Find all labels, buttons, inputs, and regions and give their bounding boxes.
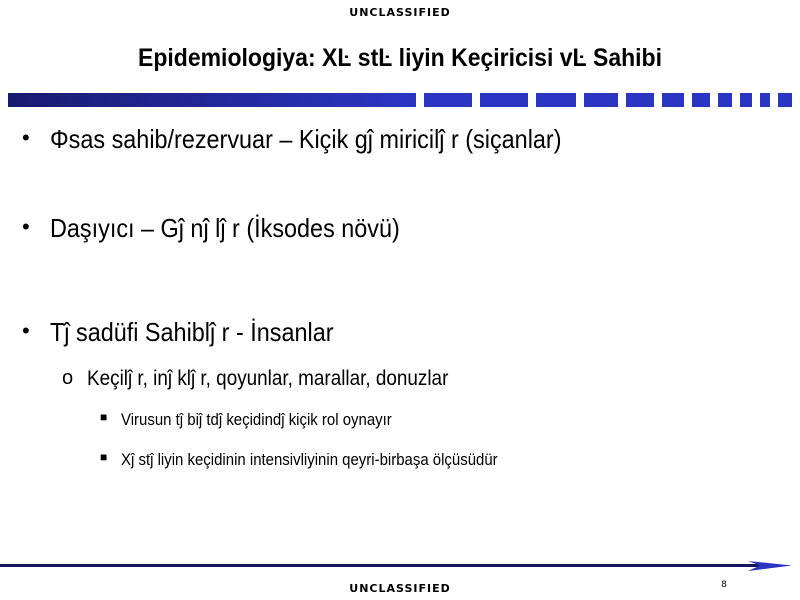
title-bar-block — [424, 93, 472, 107]
title-bar-block — [662, 93, 684, 107]
bullet-text: Daşıyıcı – Gĵ nĵ lĵ r (İksodes növü) — [50, 213, 400, 243]
title-bar-block — [778, 93, 792, 107]
classification-banner-bottom: UNCLASSIFIED — [349, 582, 451, 595]
classification-banner-top: UNCLASSIFIED — [349, 6, 451, 19]
bullet-text: Tĵ sadüfi Sahiblĵ r - İnsanlar — [50, 317, 334, 347]
title-bar-gradient — [8, 93, 416, 107]
footer-line — [0, 564, 760, 567]
bullet-text: Xĵ stĵ liyin keçidinin intensivliyinin qeyri-birbaşa ölçüsüdür — [121, 450, 498, 469]
title-bar-block — [718, 93, 732, 107]
bullet-dot-icon: • — [22, 318, 30, 343]
bullet-square-icon: ■ — [100, 410, 108, 424]
bullet-dot-icon: • — [22, 214, 30, 239]
bullet-text: Φsas sahib/rezervuar – Kiçik gĵ miricilĵ r (siçanlar) — [50, 124, 562, 154]
bullet-square-icon: ■ — [100, 450, 108, 464]
title-bar-block — [692, 93, 710, 107]
title-bar-block — [480, 93, 528, 107]
page-number: 8 — [721, 580, 727, 590]
bullet-dot-icon: • — [22, 125, 30, 150]
bullet-circle-icon: o — [62, 367, 74, 389]
footer-arrow-line — [0, 561, 800, 571]
bullet-text: Keçilĵ r, inĵ klĵ r, qoyunlar, marallar, donuzlar — [87, 367, 449, 390]
bullet-text: Virusun tĵ biĵ tdĵ keçidindĵ kiçik rol oynayır — [121, 410, 392, 429]
title-bar-block — [584, 93, 618, 107]
title-bar-block — [626, 93, 654, 107]
title-bar-block — [760, 93, 770, 107]
title-decoration-bar — [0, 93, 800, 107]
title-bar-block — [740, 93, 752, 107]
slide-title: Epidemiologiya: XĿ stĿ liyin Keçiricisi vĿ Sahibi — [137, 44, 663, 72]
title-bar-block — [536, 93, 576, 107]
